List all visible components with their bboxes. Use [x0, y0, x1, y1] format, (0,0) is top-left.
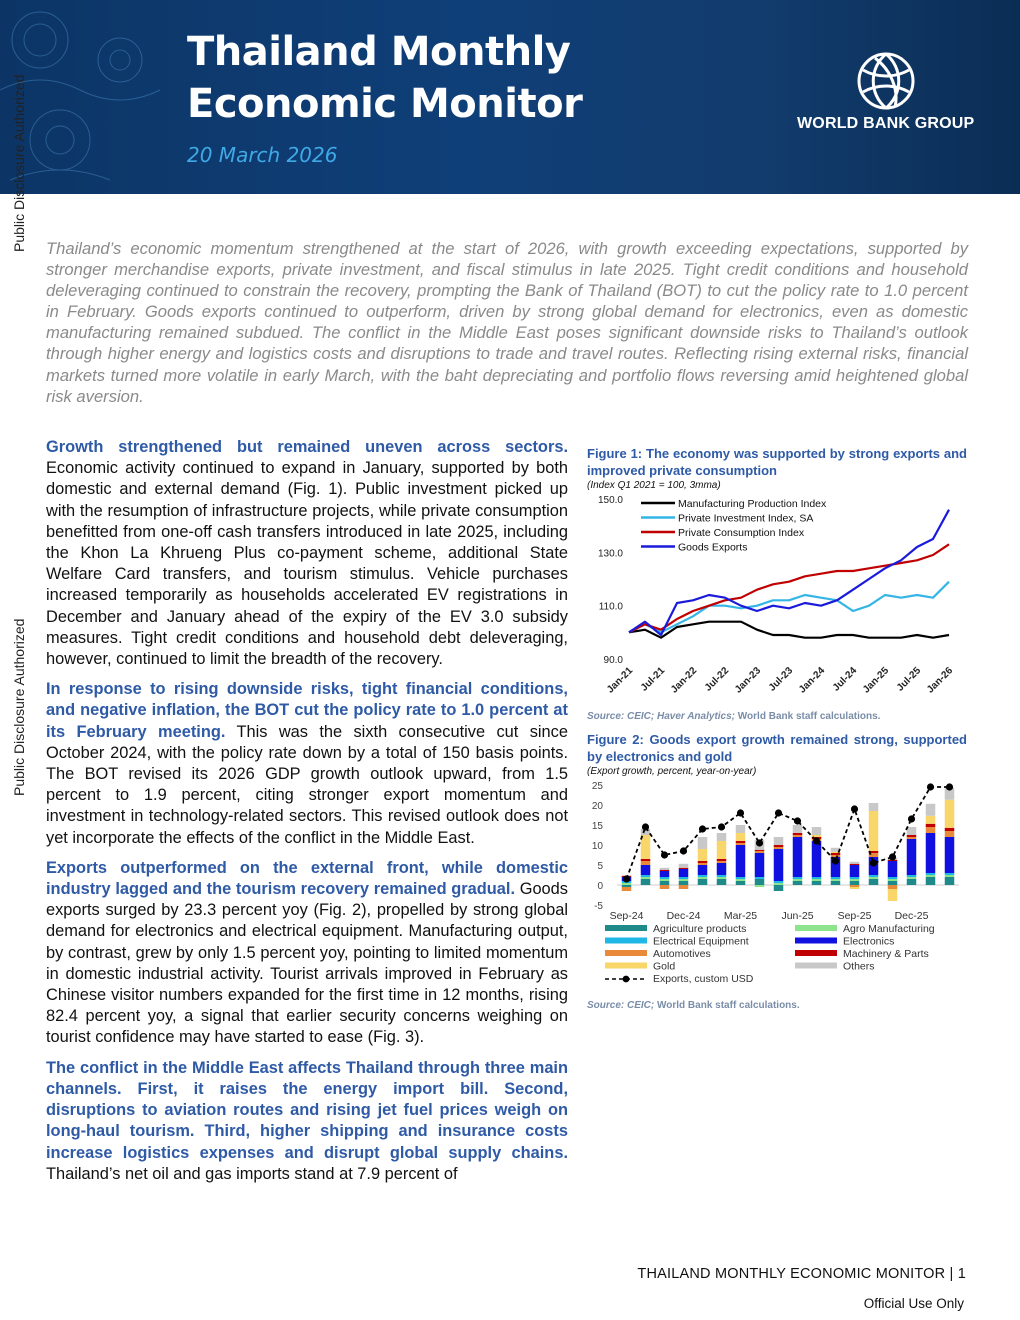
legend-label: Private Consumption Index	[678, 527, 805, 539]
bar-segment	[926, 873, 936, 875]
legend-label: Others	[843, 960, 875, 973]
source-label: Source: CEIC; Haver Analytics;	[587, 711, 736, 722]
bar-segment	[622, 885, 632, 887]
bar-segment	[926, 816, 936, 824]
legend-swatch	[795, 938, 837, 944]
legend-swatch	[605, 925, 647, 931]
x-tick-label: Sep-25	[837, 910, 872, 922]
bar-segment	[660, 870, 670, 871]
bar-segment	[888, 885, 898, 889]
bar-segment	[717, 863, 727, 875]
figure-1-source	[587, 711, 967, 722]
bar-segment	[812, 879, 822, 881]
bar-segment	[755, 850, 765, 851]
exports-point	[794, 817, 801, 824]
bar-segment	[869, 877, 879, 879]
bar-segment	[717, 841, 727, 859]
exports-point	[813, 837, 820, 844]
bar-segment	[888, 889, 898, 901]
bar-segment	[698, 863, 708, 865]
bar-segment	[679, 868, 689, 869]
bar-segment	[660, 881, 670, 885]
paragraph	[46, 858, 568, 1049]
bar-segment	[850, 885, 860, 887]
source-label: Source: CEIC;	[587, 1000, 655, 1011]
bar-segment	[679, 881, 689, 885]
bar-segment	[945, 837, 955, 873]
x-tick-label: Dec-24	[666, 910, 701, 922]
bar-segment	[869, 875, 879, 877]
decorative-pattern	[0, 0, 180, 194]
bar-segment	[907, 839, 917, 875]
bar-segment	[736, 841, 746, 843]
bar-segment	[736, 845, 746, 877]
bar-segment	[679, 869, 689, 877]
series-line	[629, 582, 949, 633]
legend-label: Manufacturing Production Index	[678, 498, 827, 510]
legend-label: Agriculture products	[653, 923, 747, 935]
bar-segment	[641, 875, 651, 877]
bar-segment	[755, 877, 765, 879]
bar-segment	[679, 877, 689, 879]
legend-label: Exports, custom USD	[653, 973, 754, 985]
bar-segment	[831, 881, 841, 885]
bar-segment	[698, 875, 708, 877]
bar-segment	[793, 881, 803, 885]
exports-point	[832, 857, 839, 864]
bar-segment	[850, 887, 860, 889]
exports-point	[642, 823, 649, 830]
title-line-2: Economic Monitor	[187, 81, 583, 127]
exports-point	[851, 805, 858, 812]
organization-name: WORLD BANK GROUP	[797, 115, 975, 132]
legend-label: Electrical Equipment	[653, 935, 749, 948]
paragraph	[46, 437, 568, 670]
bar-segment	[660, 877, 670, 879]
bar-segment	[850, 879, 860, 881]
bar-segment	[641, 877, 651, 879]
bar-segment	[812, 881, 822, 885]
bar-segment	[660, 885, 670, 889]
bar-segment	[831, 879, 841, 881]
exports-point	[756, 839, 763, 846]
bar-segment	[660, 868, 670, 870]
bar-segment	[812, 841, 822, 877]
bar-segment	[679, 879, 689, 881]
legend-swatch-marker	[623, 976, 630, 983]
bar-segment	[717, 879, 727, 885]
y-tick-label: 0	[597, 881, 603, 892]
figure-2-subtitle: (Export growth, percent, year-on-year)	[587, 766, 757, 777]
x-tick-label: Jul-22	[702, 665, 732, 694]
y-tick-label: 110.0	[598, 601, 623, 613]
legend-swatch	[605, 950, 647, 956]
bar-segment	[698, 865, 708, 875]
legend-label: Goods Exports	[678, 541, 748, 554]
bar-segment	[850, 877, 860, 879]
figure-1-title: Figure 1: The economy was supported by strong exports and improved private consumption	[587, 446, 967, 478]
y-tick-label: 20	[591, 801, 603, 812]
bar-segment	[736, 881, 746, 885]
exports-point	[908, 815, 915, 822]
bar-segment	[850, 862, 860, 864]
legend-label: Private Investment Index, SA	[678, 512, 814, 525]
bar-segment	[850, 864, 860, 865]
paragraph-lead: Growth strengthened but remained uneven across sectors.	[46, 438, 568, 456]
bar-segment	[907, 877, 917, 879]
bar-segment	[717, 859, 727, 861]
x-tick-label: Jan-21	[604, 665, 636, 696]
bar-segment	[945, 873, 955, 875]
exports-point	[927, 783, 934, 790]
bar-segment	[793, 837, 803, 877]
paragraph	[46, 679, 568, 849]
bar-segment	[641, 859, 651, 861]
bar-segment	[907, 835, 917, 837]
exports-point	[680, 847, 687, 854]
bar-segment	[831, 853, 841, 855]
exports-point	[737, 809, 744, 816]
bar-segment	[736, 825, 746, 833]
x-tick-label: Mar-25	[723, 910, 758, 922]
bar-segment	[926, 875, 936, 877]
bar-segment	[774, 881, 784, 883]
legend-swatch	[795, 925, 837, 931]
bar-segment	[698, 879, 708, 885]
bar-segment	[793, 835, 803, 837]
main-text-column	[46, 437, 568, 1194]
bar-segment	[907, 837, 917, 839]
x-tick-label: Jan-24	[796, 665, 828, 696]
bar-segment	[926, 824, 936, 827]
bar-segment	[926, 827, 936, 833]
x-tick-label: Jan-22	[668, 665, 700, 696]
figure-2-title: Figure 2: Goods export growth remained strong, supported by electronics and gold	[587, 732, 967, 764]
publication-date: 20 March 2026	[187, 143, 338, 167]
x-tick-label: Jul-25	[894, 665, 924, 694]
title-line-1: Thailand Monthly	[187, 29, 571, 75]
x-tick-label: Jan-23	[732, 665, 764, 696]
y-tick-label: 90.0	[603, 655, 623, 666]
x-tick-label: Jul-24	[830, 665, 860, 694]
bar-segment	[774, 849, 784, 881]
bar-segment	[660, 879, 670, 881]
figure-1-chart	[587, 491, 967, 706]
paragraph	[46, 1058, 568, 1185]
paragraph-lead: The conflict in the Middle East affects Thailand through three main channels. First, it raises the energy import bill. Second, disruptions to aviation routes and rising jet fuel prices weigh on long-haul tourism. Third, higher shipping and insurance costs increase logistics expenses and disrupt global supply chains.	[46, 1058, 568, 1162]
bar-segment	[850, 881, 860, 885]
footer-note: Official Use Only	[863, 1296, 964, 1311]
side-label-middle: Public Disclosure Authorized	[11, 618, 27, 796]
bar-segment	[793, 879, 803, 881]
bar-segment	[793, 877, 803, 879]
bar-segment	[622, 883, 632, 885]
globe-icon	[855, 50, 917, 112]
figure-2-source	[587, 1000, 967, 1011]
bar-segment	[755, 853, 765, 877]
x-tick-label: Jul-21	[638, 665, 668, 694]
bar-segment	[888, 881, 898, 885]
bar-segment	[888, 879, 898, 881]
exports-point	[623, 875, 630, 882]
header-banner	[0, 0, 1020, 194]
bar-segment	[698, 837, 708, 849]
bar-segment	[774, 837, 784, 845]
bar-segment	[907, 827, 917, 835]
bar-segment	[812, 877, 822, 879]
paragraph-body: This was the sixth consecutive cut since October 2024, with the policy rate down by a total of 150 basis points. The BOT revised its 2026 GDP growth outlook upward, from 1.5 percent to 1.9 percent, citing stronger export momentum and investment in technology-related sectors. This revised outlook does not yet incorporate the effects of the conflict in the Middle East.	[46, 722, 568, 847]
y-tick-label: 10	[591, 841, 603, 852]
bar-segment	[793, 825, 803, 833]
bar-segment	[831, 855, 841, 857]
bar-segment	[755, 885, 765, 887]
bar-segment	[793, 833, 803, 835]
legend-label: Electronics	[843, 935, 895, 948]
bar-segment	[945, 875, 955, 877]
page-title	[187, 26, 582, 130]
bar-segment	[774, 883, 784, 885]
figure-1-subtitle: (Index Q1 2021 = 100, 3mma)	[587, 480, 721, 491]
bar-segment	[698, 849, 708, 861]
y-tick-label: 5	[597, 861, 603, 872]
bar-segment	[907, 879, 917, 885]
bar-segment	[622, 887, 632, 891]
legend-swatch	[795, 963, 837, 969]
legend-label: Machinery & Parts	[843, 948, 929, 960]
exports-point	[946, 783, 953, 790]
bar-segment	[736, 843, 746, 845]
exports-line	[627, 787, 950, 879]
legend-swatch	[605, 963, 647, 969]
bar-segment	[717, 875, 727, 877]
exports-point	[661, 851, 668, 858]
bar-segment	[679, 864, 689, 868]
bar-segment	[831, 877, 841, 879]
bar-segment	[926, 804, 936, 816]
y-tick-label: 15	[591, 821, 603, 832]
bar-segment	[736, 833, 746, 841]
legend-label: Gold	[653, 960, 676, 973]
x-tick-label: Sep-24	[609, 910, 644, 922]
figure-2-chart	[587, 777, 967, 995]
y-tick-label: 130.0	[597, 548, 623, 560]
paragraph-lead: In response to rising downside risks, tight financial conditions, and negative inflation, the BOT cut the policy rate to 1.0 percent at its February meeting.	[46, 680, 568, 741]
bar-segment	[717, 877, 727, 879]
side-label-top: Public Disclosure Authorized	[11, 74, 27, 252]
bar-segment	[679, 885, 689, 889]
y-tick-label: -5	[594, 901, 603, 912]
exports-point	[699, 825, 706, 832]
bar-segment	[926, 877, 936, 885]
series-line	[629, 541, 949, 632]
bar-segment	[869, 803, 879, 811]
intro-summary: Thailand’s economic momentum strengthened at the start of 2026, with growth exceeding expectations, supported by stronger merchandise exports, private investment, and fiscal stimulus in late 2025. Tight credit conditions and household deleveraging continued to constrain the recovery, prompting the Bank of Thailand (BOT) to cut the policy rate to 1.0 percent in February. Goods exports continued to outperform, driven by strong global demand for electronics, even as domestic manufacturing remained subdued. The conflict in the Middle East poses significant downside risks to Thailand’s outlook through higher energy and logistics costs and disruptions to trade and travel routes. Reflecting rising external risks, financial markets turned more volatile in early March, with the baht depreciating and portfolio flows reversing amid heightened global risk aversion.	[46, 239, 968, 406]
bar-segment	[755, 851, 765, 853]
bar-segment	[660, 871, 670, 877]
bar-segment	[888, 877, 898, 879]
bar-segment	[698, 861, 708, 863]
paragraph-body: Goods exports surged by 23.3 percent yoy (Fig. 2), propelled by strong global demand for electronics and electrical equipment. Manufacturing output, by contrast, grew by only 1.5 percent yoy, pointing to limited momentum in domestic industrial activity. Tourist arrivals improved in February as Chinese visitor numbers expanded for the first time in 12 months, rising 82.4 percent yoy, a signal that earlier security concerns weighing on tourist confidence may have started to ease (Fig. 3).	[46, 880, 568, 1047]
bar-segment	[869, 879, 879, 885]
bar-segment	[945, 800, 955, 828]
bar-segment	[717, 861, 727, 863]
legend-label: Automotives	[653, 948, 711, 960]
bar-segment	[945, 828, 955, 831]
bar-segment	[698, 877, 708, 879]
legend-label: Agro Manufacturing	[843, 923, 935, 935]
x-tick-label: Jul-23	[766, 665, 796, 694]
bar-segment	[945, 831, 955, 837]
bar-segment	[755, 879, 765, 885]
legend-swatch	[795, 950, 837, 956]
legend-swatch	[605, 938, 647, 944]
figure-2	[587, 731, 967, 1011]
bar-segment	[774, 885, 784, 891]
source-text: World Bank staff calculations.	[735, 711, 881, 722]
figure-1	[587, 445, 967, 722]
x-tick-label: Dec-25	[894, 910, 929, 922]
bar-segment	[717, 833, 727, 841]
exports-point	[718, 823, 725, 830]
exports-point	[870, 859, 877, 866]
exports-point	[889, 853, 896, 860]
x-tick-label: Jan-25	[860, 665, 892, 696]
bar-segment	[736, 877, 746, 879]
exports-point	[775, 809, 782, 816]
bar-segment	[945, 877, 955, 885]
bar-segment	[641, 865, 651, 875]
bar-segment	[736, 879, 746, 881]
bar-segment	[774, 845, 784, 847]
bar-segment	[641, 861, 651, 865]
y-tick-label: 25	[591, 781, 603, 792]
bar-segment	[850, 865, 860, 877]
footer-title: THAILAND MONTHLY ECONOMIC MONITOR | 1	[637, 1266, 966, 1282]
bar-segment	[907, 875, 917, 877]
paragraph-body: Economic activity continued to expand in January, supported by both domestic and external demand (Fig. 1). Public investment picked up with the resumption of infrastructure projects, while private consumption benefitted from one-off cash transfers introduced in late 2025, including the Khon La Khrueng Plus co-payment scheme, additional State Welfare Card transfers, and tourism stimulus. Vehicle purchases increased temporarily as households accelerated EV registrations in December and January ahead of the expiry of the EV 3.0 subsidy measures. Tight credit conditions and household debt deleveraging, however, continued to limit the breadth of the recovery.	[46, 459, 568, 669]
y-tick-label: 150.0	[597, 495, 623, 506]
bar-segment	[869, 811, 879, 851]
bar-segment	[812, 827, 822, 835]
bar-segment	[774, 847, 784, 849]
bar-segment	[926, 833, 936, 873]
bar-segment	[641, 879, 651, 885]
bar-segment	[888, 861, 898, 877]
source-text: World Bank staff calculations.	[654, 1000, 800, 1011]
paragraph-body: Thailand’s net oil and gas imports stand at 7.9 percent of	[46, 1164, 458, 1183]
x-tick-label: Jun-25	[781, 910, 814, 922]
x-tick-label: Jan-26	[924, 665, 956, 696]
paragraph-lead: Exports outperformed on the external front, while domestic industry lagged and the tourism recovery remained gradual.	[46, 858, 568, 899]
